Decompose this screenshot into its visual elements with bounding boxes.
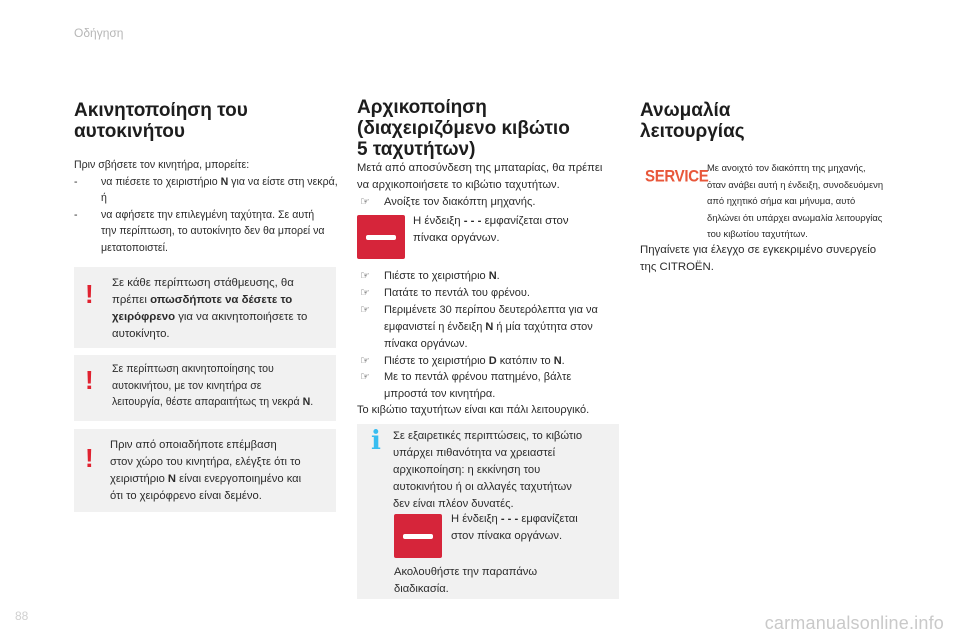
info-text: Σε εξαιρετικές περιπτώσεις, το κιβώτιο υπάρχει πιθανότητα να χρειαστεί αρχικοποίηση: η εκκίνηση του αυτοκινήτου ή οι αλλαγές ταχυτήτων δεν είναι πλέον δυνατές. xyxy=(393,430,583,510)
bullet-icon: ☞ xyxy=(360,303,370,316)
list-item: ☞ Περιμένετε 30 περίπου δευτερόλεπτα για να εμφανιστεί η ένδειξη N ή μία ταχύτητα στον πίνακα οργάνων. xyxy=(360,303,598,350)
col1-title-line: Ακινητοποίηση του xyxy=(74,100,248,121)
col2-steps xyxy=(357,268,627,403)
list-text: ή xyxy=(101,192,107,205)
indicator-dash-bar xyxy=(366,235,396,240)
info-callout xyxy=(357,424,619,599)
info-follow-text: Ακολουθήστε την παραπάνω διαδικασία. xyxy=(394,566,538,595)
warning-icon: ! xyxy=(85,365,94,395)
bullet-icon: ☞ xyxy=(360,270,370,282)
list-text: την περίπτωση, το αυτοκίνητο δεν θα μπορεί να xyxy=(101,225,325,238)
warning-icon: ! xyxy=(85,443,94,473)
list-item: ☞ Πιέστε το χειριστήριο D κατόπιν το N. xyxy=(357,353,627,370)
col3-title-line: λειτουργίας xyxy=(640,121,745,142)
warning-callout-engine xyxy=(74,429,336,512)
col2-open-step xyxy=(357,194,627,211)
bullet-icon: ☞ xyxy=(360,354,370,367)
warning-icon: ! xyxy=(85,279,94,309)
callout-text: Σε κάθε περίπτωση στάθμευσης, θα πρέπει οπωσδήποτε να δέσετε το χειρόφρενο για να ακινητοποιήσετε το αυτοκίνητο. xyxy=(112,277,308,340)
bullet-icon: ☞ xyxy=(360,371,370,384)
watermark: carmanualsonline.info xyxy=(764,613,944,633)
list-text: να αφήσετε την επιλεγμένη ταχύτητα. Σε αυτή xyxy=(101,208,315,221)
col3-title xyxy=(640,100,745,142)
header-title: Οδήγηση xyxy=(74,26,124,40)
list-item: ☞ Πατάτε το πεντάλ του φρένου. xyxy=(357,285,627,302)
indicator-dashes: - - - xyxy=(500,513,519,525)
service-warning-icon: SERVICE xyxy=(645,167,709,186)
advice-text: Πηγαίνετε για έλεγχο σε εγκεκριμένο συνεργείο της CITROËN. xyxy=(640,244,877,273)
list-item: ☞ Με το πεντάλ φρένου πατημένο, βάλτε μπροστά τον κινητήρα. xyxy=(360,371,572,401)
col1-title xyxy=(74,100,248,142)
info-icon: i xyxy=(371,426,381,456)
emphasis: χειρόφρενο xyxy=(112,311,176,323)
col1-intro: Πριν σβήσετε τον κινητήρα, μπορείτε: xyxy=(74,159,250,171)
col1-intro-block xyxy=(74,157,344,257)
warning-callout-neutral xyxy=(74,355,336,421)
callout-text: Σε περίπτωση ακινητοποίησης του αυτοκινήτου, με τον κινητήρα σε λειτουργία, θέστε απαραιτήτως τη νεκρά N. xyxy=(112,363,314,409)
list-text: μετατοποιστεί. xyxy=(101,241,168,254)
callout-text: Πριν από οποιαδήποτε επέμβαση στον χώρο του κινητήρα, ελέγξτε ότι το χειριστήριο N είναι ενεργοποιημένο και ότι το χειρόφρενο είναι δεμένο. xyxy=(110,439,302,502)
col2-title-line: 5 ταχυτήτων) xyxy=(357,139,476,160)
list-item: ☞ Ανοίξτε τον διακόπτη μηχανής. xyxy=(357,194,627,211)
indicator-text: Η ένδειξη - - - εμφανίζεται στον πίνακα οργάνων. xyxy=(413,215,569,244)
list-item xyxy=(74,207,344,257)
indicator-dash-bar xyxy=(403,534,433,539)
list-item: ☞ Πιέστε το χειριστήριο N. xyxy=(357,268,627,285)
dashboard-indicator-icon xyxy=(394,514,442,558)
emphasis: οπωσδήποτε να δέσετε το xyxy=(150,294,293,306)
list-text: να πιέσετε το χειριστήριο xyxy=(101,175,221,188)
info-indicator-text: Η ένδειξη - - - εμφανίζεται στον πίνακα οργάνων. xyxy=(451,513,578,542)
list-text: για να είστε στη νεκρά, xyxy=(228,175,338,188)
page-number: 88 xyxy=(15,609,29,623)
col2-closing: Το κιβώτιο ταχυτήτων είναι και πάλι λειτουργικό. xyxy=(357,404,590,416)
list-dash: - xyxy=(74,208,78,221)
warning-callout-parking xyxy=(74,267,336,348)
gear-n: N xyxy=(220,175,229,188)
bullet-icon: ☞ xyxy=(360,196,370,208)
service-text: Με ανοιχτό τον διακόπτη της μηχανής, όταν ανάβει αυτή η ένδειξη, συνοδευόμενη από ηχητικό σήμα και μήνυμα, αυτό δηλώνει ότι υπάρχει ανωμαλία λειτουργίας του κιβωτίου ταχυτήτων. xyxy=(707,162,884,239)
col2-title-line: (διαχειριζόμενο κιβώτιο xyxy=(357,118,570,139)
col2-title xyxy=(357,97,570,160)
dashboard-indicator-icon xyxy=(357,215,405,259)
list-dash: - xyxy=(74,175,78,188)
bullet-icon: ☞ xyxy=(360,286,370,299)
col3-title-line: Ανωμαλία xyxy=(640,100,731,121)
indicator-dashes: - - - xyxy=(463,215,482,227)
list-item xyxy=(74,174,344,207)
gear-n: N xyxy=(167,473,177,485)
col2-title-line: Αρχικοποίηση xyxy=(357,97,487,118)
col1-list xyxy=(74,174,344,257)
col2-intro: Μετά από αποσύνδεση της μπαταρίας, θα πρέπει να αρχικοποιήσετε το κιβώτιο ταχυτήτων. xyxy=(357,162,603,191)
col1-title-line: αυτοκινήτου xyxy=(74,121,185,142)
gear-n: N xyxy=(302,396,311,409)
